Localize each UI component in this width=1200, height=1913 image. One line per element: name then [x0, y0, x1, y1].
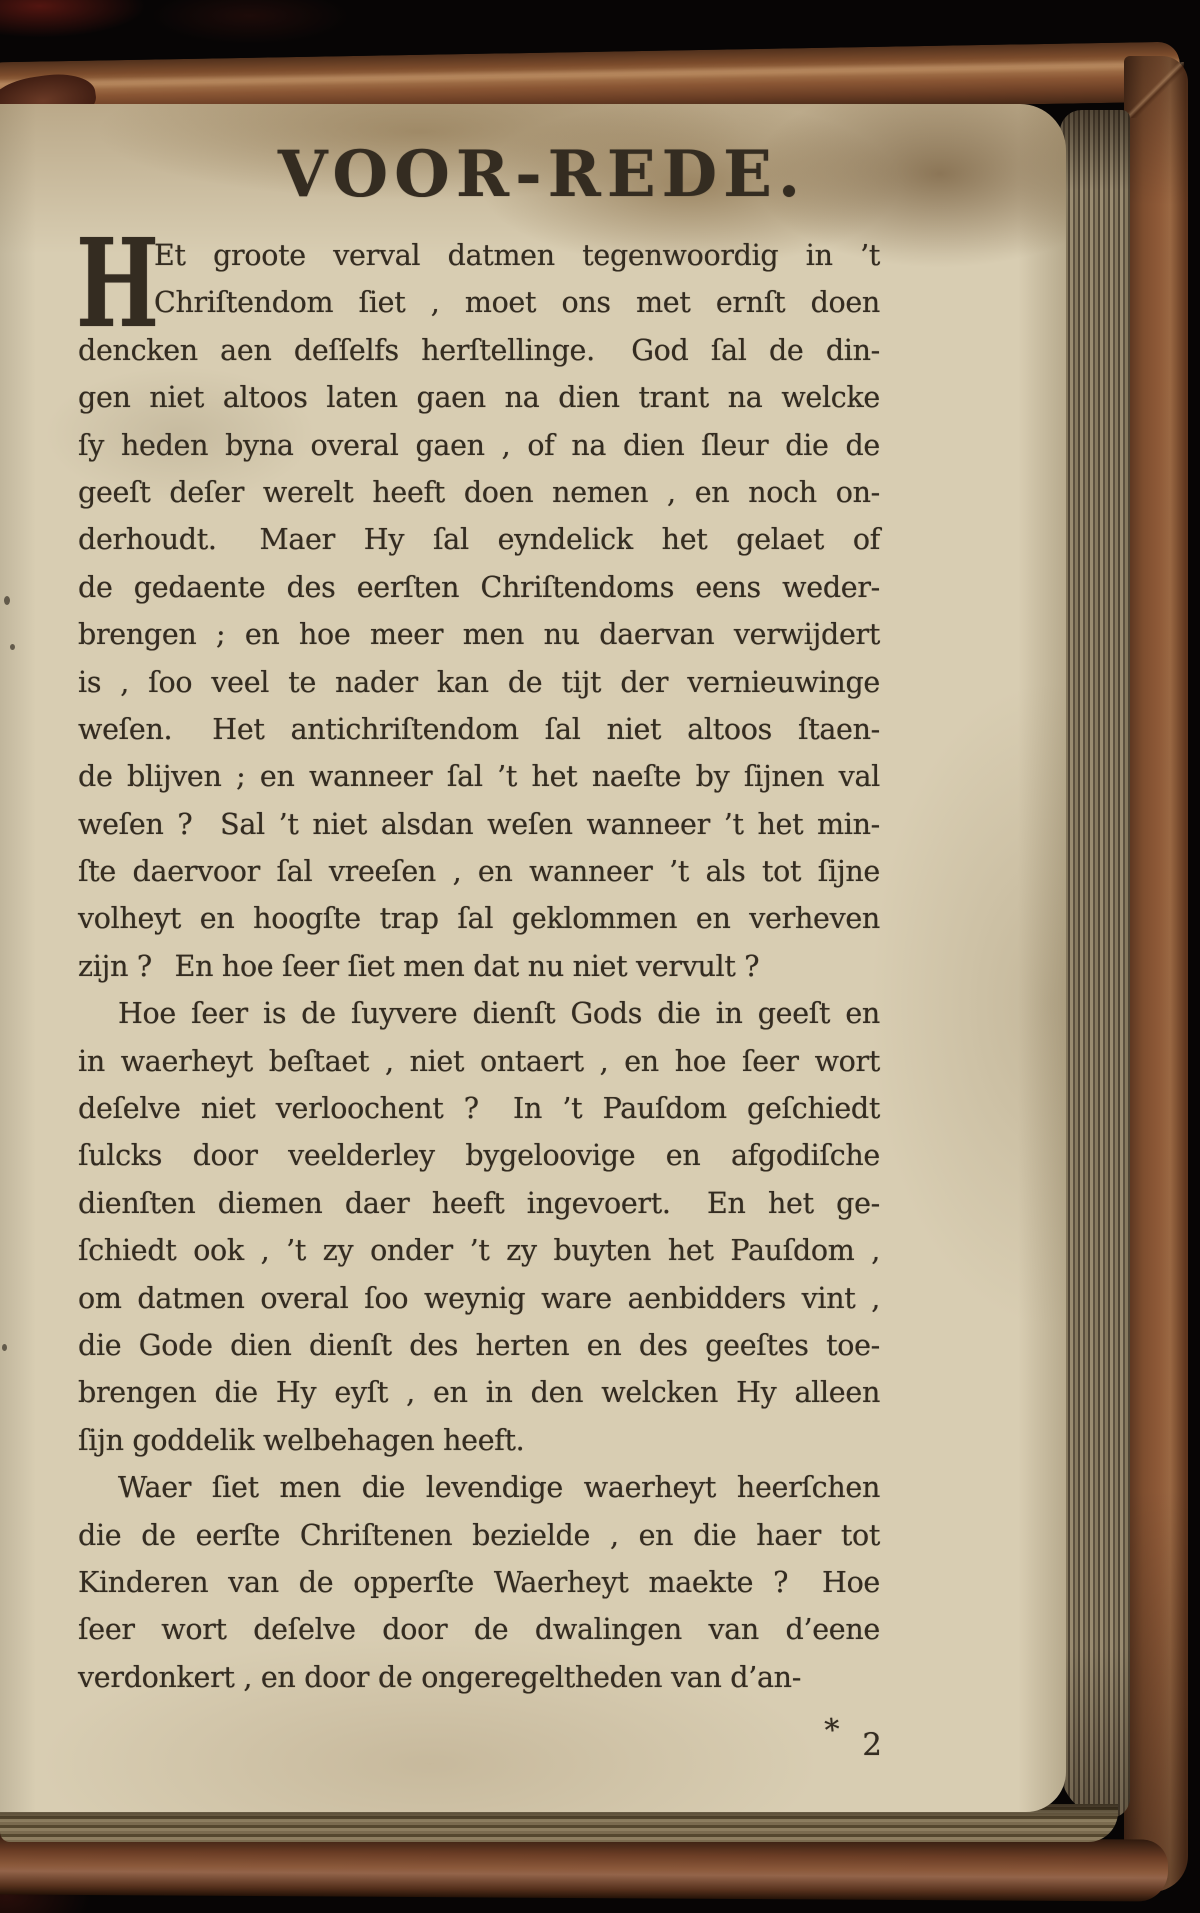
text-line: dencken aen deſſelfs herſtellinge. God ſal de din- — [78, 333, 880, 367]
text-line: weſen ? Sal ’t niet alsdan weſen wanneer ’t het min- — [78, 807, 880, 841]
text-line: verdonkert , en door de ongeregeltheden van d’an- — [78, 1660, 802, 1694]
book-cover-right — [1124, 56, 1188, 1892]
book-page — [0, 104, 1066, 1812]
text-line: die Gode dien dienſt des herten en des geeſtes toe- — [78, 1328, 880, 1362]
text-line: ſulcks door veelderley bygeloovige en afgodiſche — [78, 1139, 880, 1173]
text-line: dienſten diemen daer heeft ingevoert. En het ge- — [78, 1186, 880, 1220]
text-line: die de eerſte Chriſtenen bezielde , en die haer tot — [78, 1518, 880, 1552]
text-line: in waerheyt beſtaet , niet ontaert , en hoe ſeer wort — [78, 1044, 880, 1078]
signature-mark — [0, 1712, 882, 1763]
book-cover-bottom-edge — [0, 1832, 1168, 1901]
text-line: Waer ſiet men die levendige waerheyt heerſchen — [118, 1471, 880, 1505]
text-line: deſelve niet verloochent ? In ’t Pauſdom geſchiedt — [78, 1092, 880, 1126]
text-line: zijn ? En hoe ſeer ſiet men dat nu niet vervult ? — [78, 949, 760, 983]
page-text-block — [76, 211, 880, 1701]
text-line: ſijn goddelik welbehagen heeft. — [78, 1423, 525, 1457]
text-line: Hoe ſeer is de ſuyvere dienſt Gods die in geeſt en — [118, 997, 880, 1031]
text-line: de gedaente des eerſten Chriſtendoms eens weder- — [78, 570, 880, 604]
body-text — [76, 211, 880, 1701]
text-line: ſchiedt ook , ’t zy onder ’t zy buyten het Pauſdom , — [78, 1234, 880, 1268]
leather-corner-fold — [1128, 62, 1184, 118]
text-line: derhoudt. Maer Hy ſal eyndelick het gelaet of — [78, 523, 880, 557]
stain-speck — [10, 644, 15, 650]
text-line: ſy heden byna overal gaen , of na dien ſleur die de — [78, 428, 880, 462]
text-line: brengen ; en hoe meer men nu daervan verwijdert — [78, 618, 880, 652]
page-title: VOOR-REDE. — [277, 137, 807, 212]
text-line: brengen die Hy eyſt , en in den welcken Hy alleen — [78, 1376, 880, 1410]
text-line: Chriſtendom ſiet , moet ons met ernſt doen — [154, 286, 880, 320]
text-line: ſte daervoor ſal vreeſen , en wanneer ’t als tot ſijne — [78, 855, 880, 889]
drop-cap: H — [76, 211, 160, 355]
text-line: is , ſoo veel te nader kan de tijt der vernieuwinge — [78, 665, 880, 699]
text-line: weſen. Het antichriſtendom ſal niet altoos ſtaen- — [78, 712, 880, 746]
text-line: Kinderen van de opperſte Waerheyt maekte ? Hoe — [78, 1565, 880, 1599]
text-line: om datmen overal ſoo weynig ware aenbidders vint , — [78, 1281, 880, 1315]
stain-speck — [2, 1344, 7, 1351]
text-line: Et groote verval datmen tegenwoordig in ’t — [154, 239, 880, 272]
text-line: geeſt deſer werelt heeft doen nemen , en noch on- — [78, 475, 880, 509]
text-line: ſeer wort deſelve door de dwalingen van d’eene — [78, 1613, 880, 1647]
text-line: gen niet altoos laten gaen na dien trant na welcke — [78, 381, 880, 415]
book-fore-edge-pages — [1060, 110, 1130, 1818]
text-line: de blijven ; en wanneer ſal ’t het naeſte by ſijnen val — [78, 760, 880, 794]
signature-star: * — [823, 1712, 843, 1749]
stain-speck — [4, 596, 10, 605]
signature-number: 2 — [862, 1727, 882, 1763]
text-line: volheyt en hoogſte trap ſal geklommen en verheven — [78, 902, 880, 936]
